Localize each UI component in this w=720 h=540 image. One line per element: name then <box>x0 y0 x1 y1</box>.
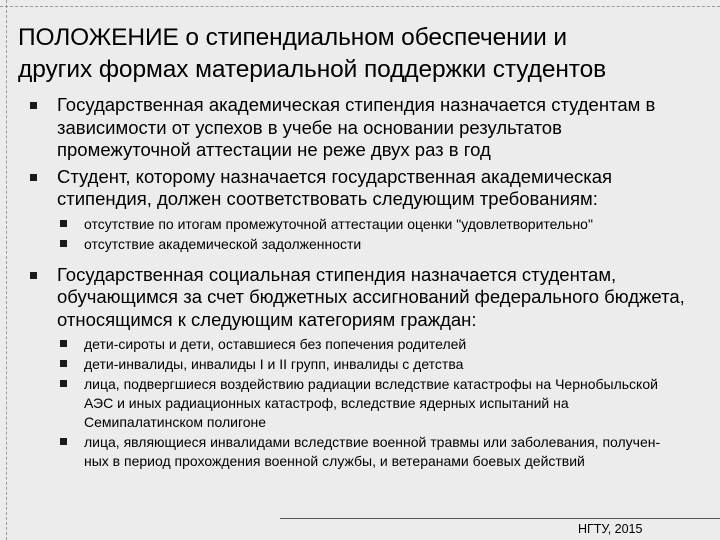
square-sub-bullet-icon <box>60 220 67 227</box>
bullet-item <box>0 166 697 211</box>
sub-bullet-item <box>0 433 684 471</box>
sub-bullet-item <box>0 375 684 432</box>
title-line-2: других формах материальной поддержки студентов <box>18 56 607 83</box>
footer-divider <box>280 518 720 519</box>
square-sub-bullet-icon <box>60 340 67 347</box>
slide-title <box>18 22 708 86</box>
title-line-1: ПОЛОЖЕНИЕ о стипендиальном обеспечении и <box>18 24 568 51</box>
sub-bullet-item <box>0 335 684 354</box>
sub-bullet-text: дети-сироты и дети, оставшиеся без попечения родителей <box>84 336 467 352</box>
square-bullet-icon <box>30 102 37 109</box>
bullet-item <box>0 94 697 162</box>
sub-bullet-list <box>0 335 720 471</box>
footer-label: НГТУ, 2015 <box>578 522 643 536</box>
bullet-item <box>0 264 697 332</box>
square-sub-bullet-icon <box>60 380 67 387</box>
sub-bullet-list <box>0 215 720 254</box>
top-dashed-divider <box>0 6 720 7</box>
sub-bullet-item <box>0 215 684 234</box>
sub-bullet-text: отсутствие академической задолженности <box>84 235 362 252</box>
sub-bullet-item <box>0 355 684 374</box>
sub-bullet-text: дети-инвалиды, инвалиды I и II групп, инвалиды с детства <box>84 356 464 372</box>
sub-bullet-text: отсутствие по итогам промежуточной аттестации оценки "удовлетворительно" <box>84 215 593 232</box>
bullet-text: Студент, которому назначается государственная академическая стипендия, должен соответствовать следующим требованиям: <box>57 165 613 209</box>
bullet-content <box>0 94 720 481</box>
square-sub-bullet-icon <box>60 240 67 247</box>
bullet-text: Государственная социальная стипендия назначается студентам, обучающимся за счет бюджетных ассигнований федерального бюджета, относящимся к следующим категориям граждан: <box>57 263 685 330</box>
sub-bullet-text: лица, подвергшиеся воздействию радиации вследствие катастрофы на Чернобыльской АЭС и иных радиационных катастроф, вследствие ядерных испытаний на Семипалатинском полигоне <box>84 376 658 430</box>
square-sub-bullet-icon <box>60 360 67 367</box>
sub-bullet-text: лица, являющиеся инвалидами вследствие военной травмы или заболевания, получен-ных в период прохождения военной службы, и ветеранами боевых действий <box>84 434 661 469</box>
bullet-text: Государственная академическая стипендия назначается студентам в зависимости от успехов в учебе на основании результатов промежуточной аттестации не реже двух раз в год <box>57 94 656 160</box>
square-bullet-icon <box>30 174 37 181</box>
square-bullet-icon <box>30 272 37 279</box>
sub-bullet-item <box>0 235 684 254</box>
square-sub-bullet-icon <box>60 438 67 445</box>
